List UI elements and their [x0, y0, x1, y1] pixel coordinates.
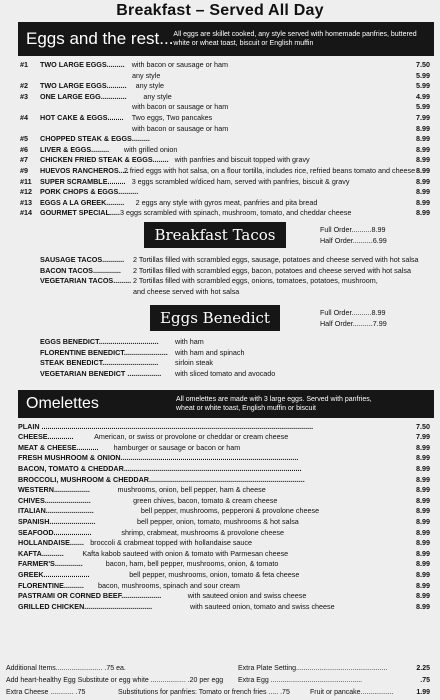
- footer-extra-egg: Extra Egg ...............................................: [238, 677, 363, 684]
- omelette-description: shrimp, crabmeat, mushrooms & provolone cheese: [121, 527, 284, 537]
- item-price: 8.99: [416, 187, 430, 197]
- benedict-description: with ham and spinach: [175, 347, 245, 357]
- omelette-price: 8.99: [416, 495, 430, 505]
- item-price: 7.99: [416, 112, 430, 122]
- omelette-item-row: [0, 559, 440, 570]
- omelette-name: KAFTA...........: [18, 548, 64, 558]
- taco-description: 2 Tortillas filled with scrambled eggs, bacon, potatoes and cheese served with hot salsa: [133, 265, 411, 275]
- item-price: 8.99: [416, 155, 430, 165]
- benedict-name: VEGETARIAN BENEDICT .................: [40, 369, 162, 379]
- item-name: LIVER & EGGS.........: [40, 144, 110, 154]
- footer-substitutions: Substitutions for panfries: Tomato or french fries ..... .75: [118, 689, 290, 696]
- benedict-description: with sliced tomato and avocado: [175, 369, 276, 379]
- omelette-name: WESTERN..................: [18, 485, 90, 495]
- item-price: 8.99: [416, 176, 430, 186]
- item-number: #1: [20, 60, 28, 69]
- item-number: #3: [20, 91, 28, 101]
- omelette-item-row: [0, 591, 440, 602]
- item-price: 5.99: [416, 81, 430, 91]
- item-description: with grilled onion: [123, 144, 178, 154]
- omelette-name: BACON, TOMATO & CHEDDAR.........................................................................................: [18, 464, 302, 474]
- item-number: #9: [20, 165, 28, 175]
- menu-item-row: [0, 92, 440, 103]
- benedict-item-row: [0, 358, 440, 369]
- omelette-price: 8.99: [416, 548, 430, 558]
- item-number: #6: [20, 144, 28, 154]
- taco-item-row: [0, 276, 440, 287]
- item-description: with bacon or sausage or ham: [132, 102, 229, 112]
- item-name: TWO LARGE EGGS..........: [40, 81, 127, 91]
- omelette-description: broccoli & crabmeat topped with hollandaise sauce: [90, 538, 253, 548]
- eggs-list: [0, 60, 440, 219]
- item-price: 4.99: [416, 91, 430, 101]
- item-description: 3 eggs scrambled w/diced ham, served with panfries, biscuit & gravy: [131, 176, 350, 186]
- menu-item-row: [0, 187, 440, 198]
- item-description: with bacon or sausage or ham: [132, 123, 229, 133]
- omelette-item-row: [0, 581, 440, 592]
- menu-item-row: [0, 124, 440, 135]
- taco-name: VEGETARIAN TACOS.........: [40, 276, 132, 286]
- omelette-item-row: [0, 602, 440, 613]
- omelette-item-row: [0, 485, 440, 496]
- omelettes-note: All omelettes are made with 3 large eggs. Served with panfries, wheat or white toast, English muffin or biscuit: [176, 395, 372, 412]
- menu-item-row: [0, 71, 440, 82]
- menu-item-row: [0, 166, 440, 177]
- benedict-description: with ham: [175, 337, 204, 347]
- omelette-description: bell pepper, mushrooms, onion, tomato & feta cheese: [129, 569, 300, 579]
- omelette-name: FLORENTINE..........: [18, 580, 84, 590]
- item-price: 5.99: [416, 70, 430, 80]
- omelette-item-row: [0, 464, 440, 475]
- footer-additional-items: Additional Items........................ .75 ea.: [6, 665, 126, 672]
- omelette-name: CHIVES.......................: [18, 495, 91, 505]
- omelette-item-row: [0, 496, 440, 507]
- menu-item-row: [0, 134, 440, 145]
- footer-egg-substitute: Add heart-healthy Egg Substitute or egg white .................. .20 per egg: [6, 677, 224, 684]
- tacos-header: [0, 221, 440, 249]
- footer-extra-egg-price: .75: [420, 677, 430, 684]
- omelette-name: FRESH MUSHROOM & ONION.........................................................................................: [18, 453, 299, 463]
- item-name: HUEVOS RANCHEROS.....: [40, 165, 129, 175]
- omelette-price: 8.99: [416, 453, 430, 463]
- item-description: any style: [143, 91, 172, 101]
- omelette-description: bacon, mushrooms, spinach and sour cream: [98, 580, 240, 590]
- omelette-name: HOLLANDAISE.......: [18, 538, 84, 548]
- item-description: 3 eggs scrambled with spinach, mushroom, tomato, and cheddar cheese: [120, 208, 352, 218]
- item-number: #12: [20, 187, 32, 197]
- omelette-name: MEAT & CHEESE...........: [18, 442, 99, 452]
- omelette-name: ITALIAN........................: [18, 506, 94, 516]
- item-price: 8.99: [416, 123, 430, 133]
- omelette-name: GREEK.......................: [18, 569, 90, 579]
- item-number: #13: [20, 197, 32, 207]
- omelette-name: SPANISH.......................: [18, 517, 96, 526]
- omelette-name: CHEESE.............: [18, 432, 74, 442]
- benedict-name: FLORENTINE BENEDICT......................: [40, 347, 168, 357]
- omelette-price: 8.99: [416, 442, 430, 452]
- item-name: ONE LARGE EGG.............: [40, 91, 127, 101]
- benedict-item-row: [0, 348, 440, 359]
- item-price: 8.99: [416, 197, 430, 207]
- benedict-description: sirloin steak: [175, 358, 213, 368]
- omelette-price: 8.99: [416, 591, 430, 601]
- item-price: 7.50: [416, 60, 430, 69]
- eggs-section-banner: [18, 22, 434, 56]
- taco-item-row: [0, 255, 440, 266]
- omelette-price: 8.99: [416, 485, 430, 495]
- omelette-item-row: [0, 475, 440, 486]
- omelette-name: BROCCOLI, MUSHROOM & CHEDDAR..............................................................................: [18, 474, 305, 484]
- omelette-price: 8.99: [416, 474, 430, 484]
- item-description: with panfries and biscuit topped with gravy: [174, 155, 310, 165]
- item-price: 8.99: [416, 144, 430, 154]
- omelette-name: SEAFOOD...................: [18, 527, 92, 537]
- item-number: #5: [20, 134, 28, 144]
- omelette-name: PASTRAMI OR CORNED BEEF....................: [18, 591, 162, 601]
- item-name: TWO LARGE EGGS.........: [40, 60, 125, 69]
- tacos-list: [0, 255, 440, 297]
- omelette-price: 8.99: [416, 580, 430, 590]
- omelette-description: hamburger or sausage or bacon or ham: [113, 442, 241, 452]
- omelette-description: bell pepper, mushrooms, pepperoni & provolone cheese: [140, 506, 320, 516]
- menu-item-row: [0, 208, 440, 219]
- omelette-description: mushrooms, onion, bell pepper, ham & cheese: [117, 485, 266, 495]
- footer-fruit-pancake-price: 1.99: [416, 689, 430, 696]
- eggs-section-note: All eggs are skillet cooked, any style served with homemade panfries, buttered white or wheat toast, biscuit or English muffin: [173, 31, 417, 47]
- item-name: PORK CHOPS & EGGS..........: [40, 187, 139, 197]
- item-name: GOURMET SPECIAL.....: [40, 208, 120, 218]
- omelette-price: 8.99: [416, 559, 430, 569]
- omelette-item-row: [0, 517, 440, 528]
- item-name: CHOPPED STEAK & EGGS.........: [40, 134, 150, 144]
- menu-item-row: [0, 113, 440, 124]
- omelette-price: 7.50: [416, 421, 430, 431]
- omelette-price: 8.99: [416, 506, 430, 516]
- omelettes-banner: [18, 390, 434, 418]
- omelette-price: 8.99: [416, 517, 430, 526]
- tacos-half-order: Half Order..........6.99: [319, 235, 387, 245]
- item-description: any style: [132, 70, 161, 80]
- taco-item-row: [0, 266, 440, 277]
- tacos-full-order: Full Order..........8.99: [319, 224, 386, 234]
- omelette-price: 8.99: [416, 569, 430, 579]
- omelette-price: 8.99: [416, 527, 430, 537]
- omelette-description: American, or swiss or provolone or cheddar or cream cheese: [94, 432, 289, 442]
- taco-description: and cheese served with hot salsa: [133, 286, 240, 296]
- item-description: any style: [135, 81, 164, 91]
- item-price: 8.99: [416, 208, 430, 218]
- omelette-item-row: [0, 422, 440, 433]
- item-description: Two eggs, Two pancakes: [131, 112, 213, 122]
- taco-description: 2 Tortillas filled with scrambled eggs, sausage, potatoes and cheese served with hot salsa: [133, 254, 419, 264]
- menu-item-row: [0, 60, 440, 71]
- menu-item-row: [0, 155, 440, 166]
- benedict-full-order: Full Order..........8.99: [319, 308, 386, 318]
- omelette-item-row: [0, 453, 440, 464]
- benedict-header: [0, 303, 440, 333]
- menu-item-row: [0, 177, 440, 188]
- omelette-description: green chives, bacon, tomato & cream cheese: [133, 495, 278, 505]
- omelette-description: bacon, ham, bell pepper, mushrooms, onion, & tomato: [105, 559, 279, 569]
- omelette-item-row: [0, 549, 440, 560]
- omelette-item-row: [0, 538, 440, 549]
- omelette-price: 7.99: [416, 432, 430, 442]
- omelette-item-row: [0, 528, 440, 539]
- benedict-half-order: Half Order..........7.99: [319, 319, 387, 329]
- taco-item-row: [0, 287, 440, 298]
- menu-item-row: [0, 145, 440, 156]
- omelette-name: GRILLED CHICKEN..................................: [18, 601, 153, 611]
- omelette-description: bell pepper, onion, tomato, mushrooms & hot salsa: [137, 517, 299, 526]
- omelette-price: 8.99: [416, 464, 430, 474]
- omelette-item-row: [0, 443, 440, 454]
- footer-fruit-pancake: Fruit or pancake.................: [310, 689, 394, 696]
- taco-description: 2 Tortillas filled with scrambled eggs, onions, tomatoes, potatoes, mushroom,: [133, 276, 378, 286]
- benedict-item-row: [0, 337, 440, 348]
- omelette-description: with sauteed onion, tomato and swiss cheese: [190, 601, 335, 611]
- item-number: #14: [20, 208, 32, 218]
- benedict-item-row: [0, 369, 440, 380]
- item-description: with bacon or sausage or ham: [131, 60, 228, 69]
- omelettes-list: [0, 422, 440, 613]
- taco-name: BACON TACOS..............: [40, 265, 121, 275]
- item-name: SUPER SCRAMBLE.........: [40, 176, 126, 186]
- item-description: 2 fried eggs with hot salsa, on a flour tortilla, includes rice, refried beans tomato and cheese: [123, 165, 416, 175]
- omelette-price: 8.99: [416, 601, 430, 611]
- benedict-name: STEAK BENEDICT............................: [40, 358, 159, 368]
- item-price: 8.99: [416, 165, 430, 175]
- page-title: Breakfast – Served All Day: [116, 2, 324, 19]
- footer-extra-cheese: Extra Cheese ............ .75: [6, 689, 86, 696]
- omelette-description: Kafta kabob sauteed with onion & tomato with Parmesan cheese: [82, 548, 289, 558]
- omelette-item-row: [0, 432, 440, 443]
- item-number: #4: [20, 112, 28, 122]
- omelettes-heading: Omelettes: [26, 394, 99, 412]
- item-number: #7: [20, 155, 28, 165]
- benedict-heading: Eggs Benedict: [150, 305, 280, 331]
- eggs-section-heading: Eggs and the rest...: [26, 29, 174, 48]
- item-name: HOT CAKE & EGGS........: [40, 112, 124, 122]
- omelette-item-row: [0, 570, 440, 581]
- menu-item-row: [0, 198, 440, 209]
- tacos-heading: Breakfast Tacos: [144, 222, 285, 248]
- omelette-name: FARMER'S..............: [18, 559, 83, 569]
- item-number: #2: [20, 81, 28, 91]
- footer-extra-plate: Extra Plate Setting...............................................: [238, 665, 388, 672]
- omelette-price: 8.99: [416, 538, 430, 548]
- item-name: CHICKEN FRIED STEAK & EGGS........: [40, 155, 169, 165]
- benedict-list: [0, 337, 440, 379]
- benedict-name: EGGS BENEDICT..............................: [40, 337, 159, 347]
- omelette-item-row: [0, 506, 440, 517]
- menu-item-row: [0, 81, 440, 92]
- item-description: 2 eggs any style with gyros meat, panfries and pita bread: [135, 197, 318, 207]
- omelette-description: with sauteed onion and swiss cheese: [187, 591, 307, 601]
- item-price: 8.99: [416, 134, 430, 144]
- item-price: 5.99: [416, 102, 430, 112]
- item-number: #11: [20, 176, 32, 186]
- omelette-name: PLAIN ........................................................................................................................................: [18, 421, 314, 431]
- item-name: EGGS A LA GREEK.........: [40, 197, 125, 207]
- taco-name: SAUSAGE TACOS...........: [40, 254, 125, 264]
- footer-extra-plate-price: 2.25: [416, 665, 430, 672]
- menu-item-row: [0, 102, 440, 113]
